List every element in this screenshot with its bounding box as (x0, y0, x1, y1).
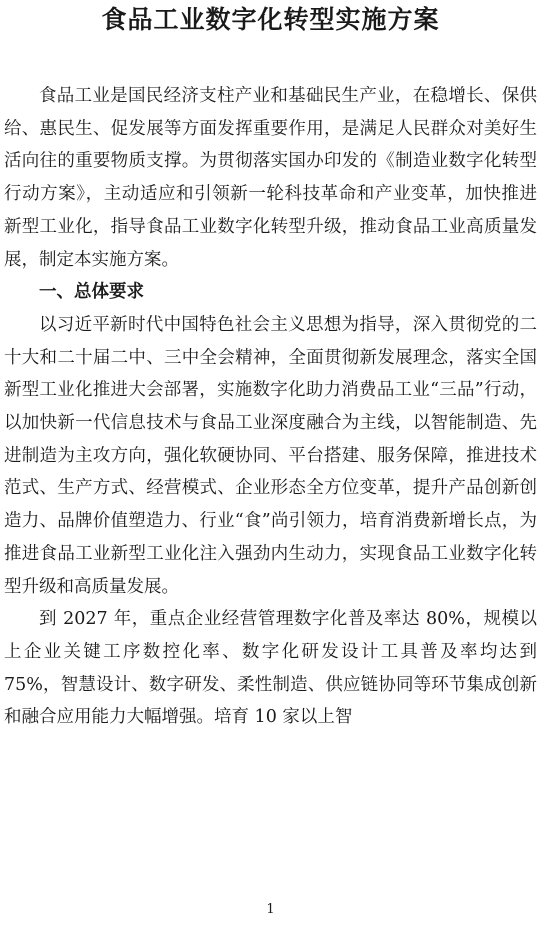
section-heading: 一、总体要求 (39, 282, 144, 303)
page-number: 1 (266, 902, 275, 917)
document-body (4, 80, 537, 734)
document-title: 食品工业数字化转型实施方案 (101, 5, 440, 34)
intro-paragraph: 食品工业是国民经济支柱产业和基础民生产业，在稳增长、保供给、惠民生、促发展等方面发挥重要作用，是满足人民群众对美好生活向往的重要物质支撑。为贯彻落实国办印发的《制造业数字化转型行动方案》，主动适应和引领新一轮科技革命和产业变革，加快推进新型工业化，指导食品工业数字化转型升级，推动食品工业高质量发展，制定本实施方案。 (4, 86, 537, 270)
guiding-paragraph: 以习近平新时代中国特色社会主义思想为指导，深入贯彻党的二十大和二十届二中、三中全会精神，全面贯彻新发展理念，落实全国新型工业化推进大会部署，实施数字化助力消费品工业“三品”行动，以加快新一代信息技术与食品工业深度融合为主线，以智能制造、先进制造为主攻方向，强化软硬协同、平台搭建、服务保障，推进技术范式、生产方式、经营模式、企业形态全方位变革，提升产品创新创造力、品牌价值塑造力、行业“食”尚引领力，培育消费新增长点，为推进食品工业新型工业化注入强劲内生动力，实现食品工业数字化转型升级和高质量发展。 (4, 314, 537, 597)
targets-paragraph: 到 2027 年，重点企业经营管理数字化普及率达 80%，规模以上企业关键工序数控化率、数字化研发设计工具普及率均达到 75%，智慧设计、数字研发、柔性制造、供应链协同等环节集成创新和融合应用能力大幅增强。培育 10 家以上智 (4, 609, 537, 728)
